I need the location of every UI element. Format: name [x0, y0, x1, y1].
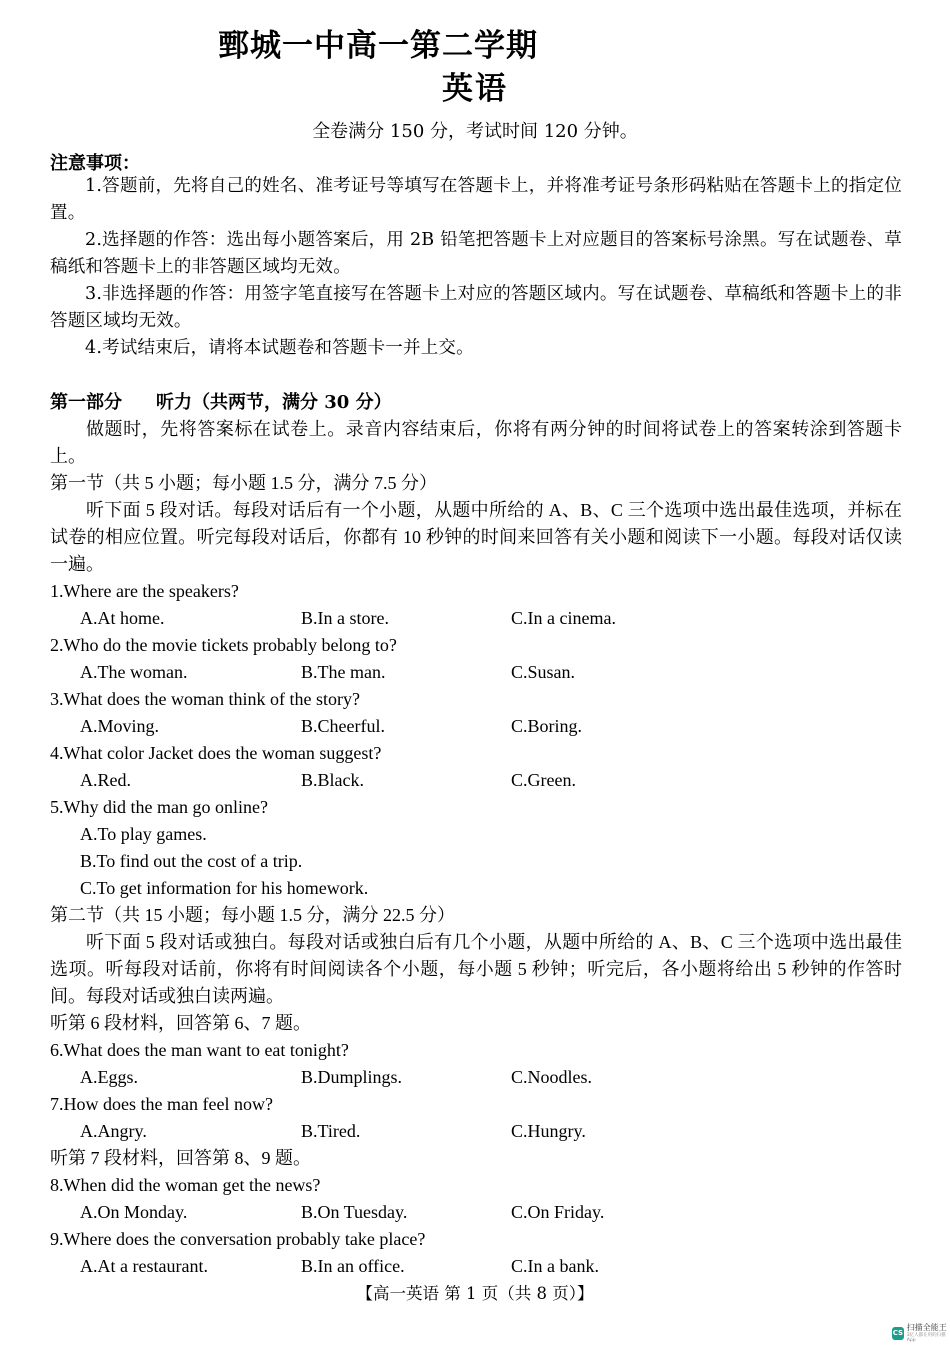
notice-heading: 注意事项： [50, 153, 140, 174]
option-b: B.In an office. [301, 1256, 405, 1276]
option-b: B.The man. [301, 662, 386, 682]
options-1 [50, 605, 902, 632]
options-6 [50, 1064, 902, 1091]
option-b: B.On Tuesday. [301, 1202, 408, 1222]
notice-item: 4.考试结束后，请将本试题卷和答题卡一并上交。 [85, 338, 474, 358]
option-c: C.On Friday. [511, 1202, 605, 1222]
options-7 [50, 1118, 902, 1145]
question-7: 7.How does the man feel now? [50, 1094, 273, 1114]
subject-title: 英语 [442, 71, 508, 107]
option-b: B.Dumplings. [301, 1067, 403, 1087]
option-a: A.At a restaurant. [80, 1256, 208, 1276]
camscanner-logo-icon: CS [892, 1327, 904, 1340]
exam-title: 鄄城一中高一第二学期 [218, 28, 538, 64]
option-c: C.Green. [511, 770, 576, 790]
options-8 [50, 1199, 902, 1226]
part1-title: 听力（共两节，满分 30 分） [156, 392, 392, 413]
question-3: 3.What does the woman think of the story? [50, 689, 360, 709]
question-8: 8.When did the woman get the news? [50, 1175, 321, 1195]
option-b: B.Cheerful. [301, 716, 385, 736]
question-5: 5.Why did the man go online? [50, 797, 268, 817]
option-a: A.At home. [80, 608, 165, 628]
watermark-name: 扫描全能王 [906, 1323, 947, 1332]
option-a: A.Red. [80, 770, 131, 790]
options-3 [50, 713, 902, 740]
section2-intro: 听下面 5 段对话或独白。每段对话或独白后有几个小题，从题中所给的 A、B、C 三个选项中选出最佳选项。听每段对话前，你将有时间阅读各个小题，每小题 5 秒钟；听完后，各小题将给出 5 秒钟的作答时间。每段对话或独白读两遍。 [50, 932, 902, 1006]
question-9: 9.Where does the conversation probably take place? [50, 1229, 426, 1249]
option-b: B.Tired. [301, 1121, 361, 1141]
section1-intro: 听下面 5 段对话。每段对话后有一个小题，从题中所给的 A、B、C 三个选项中选出最佳选项，并标在试卷的相应位置。听完每段对话后，你都有 10 秒钟的时间来回答有关小题和阅读下一小题。每段对话仅读一遍。 [50, 500, 902, 574]
question-1: 1.Where are the speakers? [50, 581, 239, 601]
question-6: 6.What does the man want to eat tonight? [50, 1040, 349, 1060]
option-a: A.On Monday. [80, 1202, 188, 1222]
option-a: A.To play games. [80, 824, 207, 844]
option-a: A.Eggs. [80, 1067, 138, 1087]
question-4: 4.What color Jacket does the woman suggest? [50, 743, 382, 763]
material-6-label: 听第 6 段材料，回答第 6、7 题。 [50, 1013, 311, 1033]
exam-info: 全卷满分 150 分，考试时间 120 分钟。 [312, 121, 638, 142]
option-b: B.To find out the cost of a trip. [80, 851, 303, 871]
option-a: A.Angry. [80, 1121, 147, 1141]
option-c: C.In a cinema. [511, 608, 616, 628]
options-4 [50, 767, 902, 794]
scanner-watermark [892, 1323, 950, 1343]
page-footer: 【高一英语 第 1 页（共 8 页）】 [356, 1284, 594, 1303]
option-b: B.Black. [301, 770, 364, 790]
notice-item: 1.答题前，先将自己的姓名、准考证号等填写在答题卡上，并将准考证号条形码粘贴在答题卡上的指定位置。 [50, 176, 902, 223]
section2-heading: 第二节（共 15 小题；每小题 1.5 分，满分 22.5 分） [50, 905, 455, 925]
option-c: C.Hungry. [511, 1121, 586, 1141]
options-2 [50, 659, 902, 686]
option-c: C.Noodles. [511, 1067, 592, 1087]
option-c: C.To get information for his homework. [80, 878, 369, 898]
part1-name: 第一部分 [50, 392, 122, 413]
option-c: C.Susan. [511, 662, 576, 682]
exam-body [50, 389, 902, 1280]
notice-item: 3.非选择题的作答：用签字笔直接写在答题卡上对应的答题区域内。写在试题卷、草稿纸和答题卡上的非答题区域均无效。 [50, 284, 902, 331]
option-c: C.Boring. [511, 716, 583, 736]
option-b: B.In a store. [301, 608, 389, 628]
part1-intro: 做题时，先将答案标在试卷上。录音内容结束后，你将有两分钟的时间将试卷上的答案转涂到答题卡上。 [50, 419, 902, 466]
question-2: 2.Who do the movie tickets probably belong to? [50, 635, 397, 655]
option-a: A.The woman. [80, 662, 188, 682]
option-a: A.Moving. [80, 716, 160, 736]
option-c: C.In a bank. [511, 1256, 599, 1276]
notice-list [50, 173, 902, 362]
options-9 [50, 1253, 902, 1280]
section1-heading: 第一节（共 5 小题；每小题 1.5 分，满分 7.5 分） [50, 473, 437, 493]
watermark-sub: 3亿人都在用的扫描App [906, 1333, 946, 1343]
part1-heading [50, 389, 902, 416]
notice-item: 2.选择题的作答：选出每小题答案后，用 2B 铅笔把答题卡上对应题目的答案标号涂黑。写在试题卷、草稿纸和答题卡上的非答题区域均无效。 [50, 230, 902, 277]
material-7-label: 听第 7 段材料，回答第 8、9 题。 [50, 1148, 311, 1168]
